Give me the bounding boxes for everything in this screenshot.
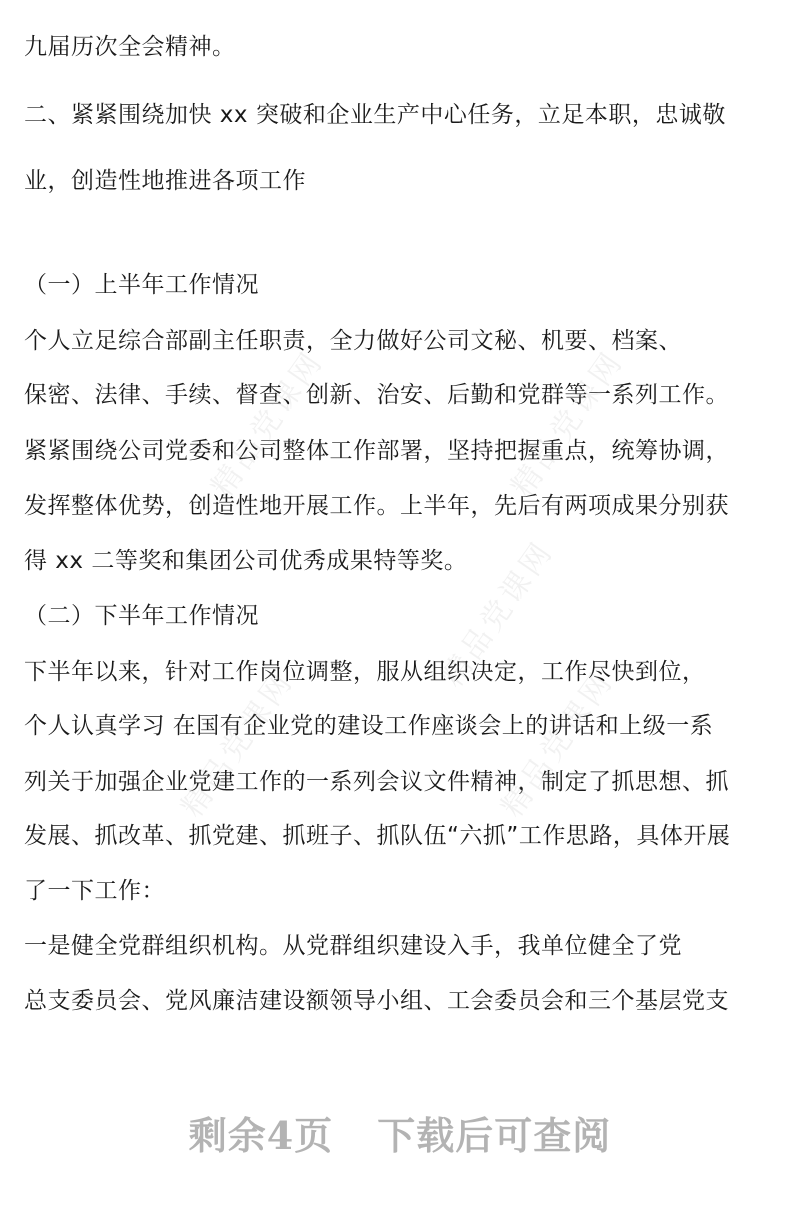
text-line: 下半年以来，针对工作岗位调整，服从组织决定，工作尽快到位， [24,659,706,685]
watermark-text: 精品党课网 [204,344,331,504]
download-to-view-label: 下载后可查阅 [377,1113,612,1158]
text-line: 个人认真学习 在国有企业党的建设工作座谈会上的讲话和上级一系 [24,713,714,739]
text-line: 了一下工作： [24,878,165,904]
watermark-text: 精品党课网 [434,534,561,694]
text-line: 一是健全党群组织机构。从党群组织建设入手，我单位健全了党 [24,933,682,959]
watermark-text: 精品党课网 [504,344,631,504]
text-line: 九届历次全会精神。 [24,34,236,60]
text-line: 列关于加强企业党建工作的一系列会议文件精神，制定了抓思想、抓 [24,769,729,795]
text-line: 总支委员会、党风廉洁建设额领导小组、工会委员会和三个基层党支 [24,988,729,1014]
remaining-pages-label: 剩余4页 [188,1113,334,1158]
download-banner[interactable] [0,1105,800,1160]
text-line: 得 xx 二等奖和集团公司优秀成果特等奖。 [24,548,468,574]
text-line: 紧紧围绕公司党委和公司整体工作部署，坚持把握重点，统筹协调， [24,438,729,464]
text-line: 发挥整体优势，创造性地开展工作。上半年，先后有两项成果分别获 [24,493,729,519]
text-line: 保密、法律、手续、督查、创新、治安、后勤和党群等一系列工作。 [24,382,729,408]
text-line: 个人立足综合部副主任职责，全力做好公司文秘、机要、档案、 [24,328,682,354]
subsection-heading-1: （一）上半年工作情况 [24,272,259,298]
watermark-text: 精品党课网 [174,664,301,824]
text-line: 发展、抓改革、抓党建、抓班子、抓队伍“六抓”工作思路，具体开展 [24,823,731,849]
section-heading-2: 二、紧紧围绕加快 xx 突破和企业生产中心任务，立足本职，忠诚敬 [24,102,726,128]
subsection-heading-2: （二）下半年工作情况 [24,603,259,629]
watermark-text: 精品党课网 [494,664,621,824]
text-line: 业，创造性地推进各项工作 [24,168,306,194]
